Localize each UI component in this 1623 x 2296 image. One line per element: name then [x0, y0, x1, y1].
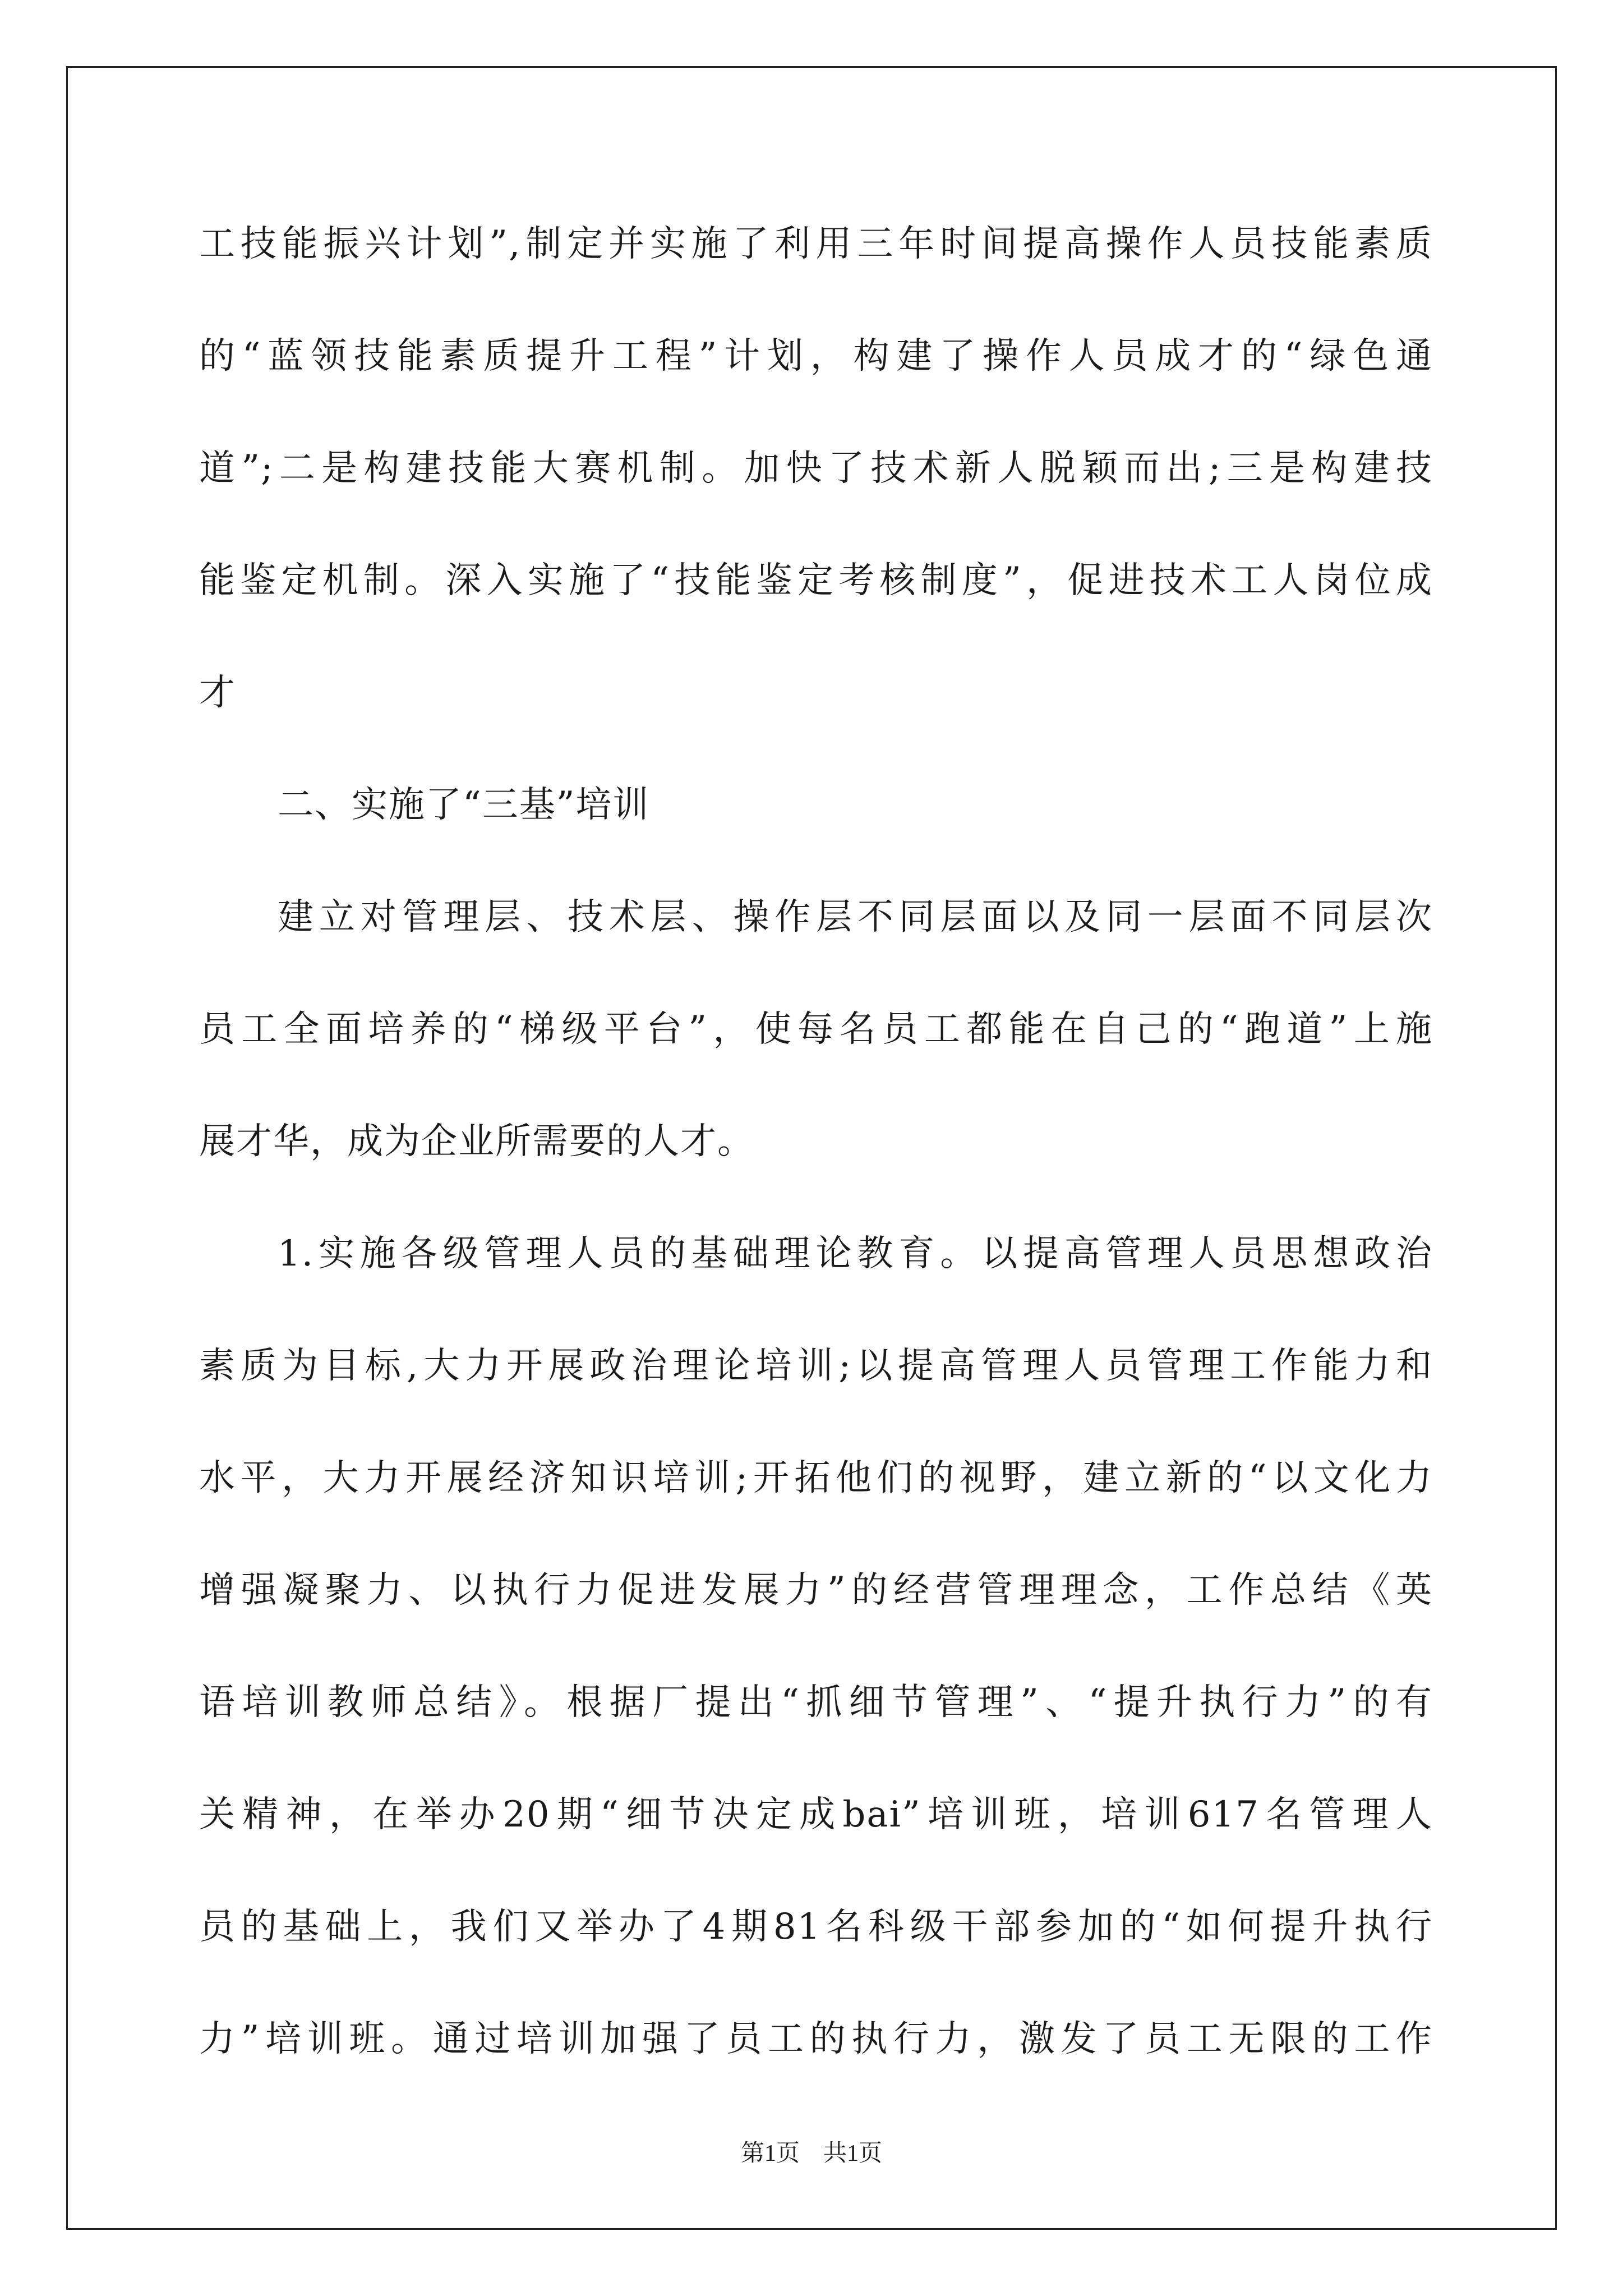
text-line: 的“蓝领技能素质提升工程”计划，构建了操作人员成才的“绿色通: [199, 335, 1433, 377]
text-line: 工技能振兴计划”,制定并实施了利用三年时间提高操作人员技能素质: [199, 223, 1433, 265]
section-heading: 二、实施了“三基”培训: [278, 784, 650, 826]
text-line: 建立对管理层、技术层、操作层不同层面以及同一层面不同层次: [278, 896, 1433, 938]
text-line: 增强凝聚力、以执行力促进发展力”的经营管理理念，工作总结《英: [199, 1570, 1433, 1611]
text-line: 员的基础上，我们又举办了4期81名科级干部参加的“如何提升执行: [199, 1906, 1433, 1948]
text-line: 道”;二是构建技能大赛机制。加快了技术新人脱颖而出;三是构建技: [199, 448, 1433, 489]
text-line: 展才华，成为企业所需要的人才。: [199, 1121, 754, 1162]
text-line: 素质为目标,大力开展政治理论培训;以提高管理人员管理工作能力和: [199, 1345, 1433, 1387]
text-line: 才: [199, 672, 236, 714]
page-number: 第1页 共1页: [740, 2141, 882, 2166]
text-line: 1.实施各级管理人员的基础理论教育。以提高管理人员思想政治: [278, 1233, 1433, 1274]
text-line: 关精神，在举办20期“细节决定成bai”培训班，培训617名管理人: [199, 1794, 1433, 1835]
text-line: 员工全面培养的“梯级平台”，使每名员工都能在自己的“跑道”上施: [199, 1009, 1433, 1050]
text-line: 语培训教师总结》。根据厂提出“抓细节管理”、“提升执行力”的有: [199, 1682, 1433, 1723]
text-line: 水平，大力开展经济知识培训;开拓他们的视野，建立新的“以文化力: [199, 1457, 1433, 1499]
document-body: [199, 188, 1433, 2095]
text-line: 力”培训班。通过培训加强了员工的执行力，激发了员工无限的工作: [199, 2018, 1433, 2060]
text-line: 能鉴定机制。深入实施了“技能鉴定考核制度”，促进技术工人岗位成: [199, 560, 1433, 601]
